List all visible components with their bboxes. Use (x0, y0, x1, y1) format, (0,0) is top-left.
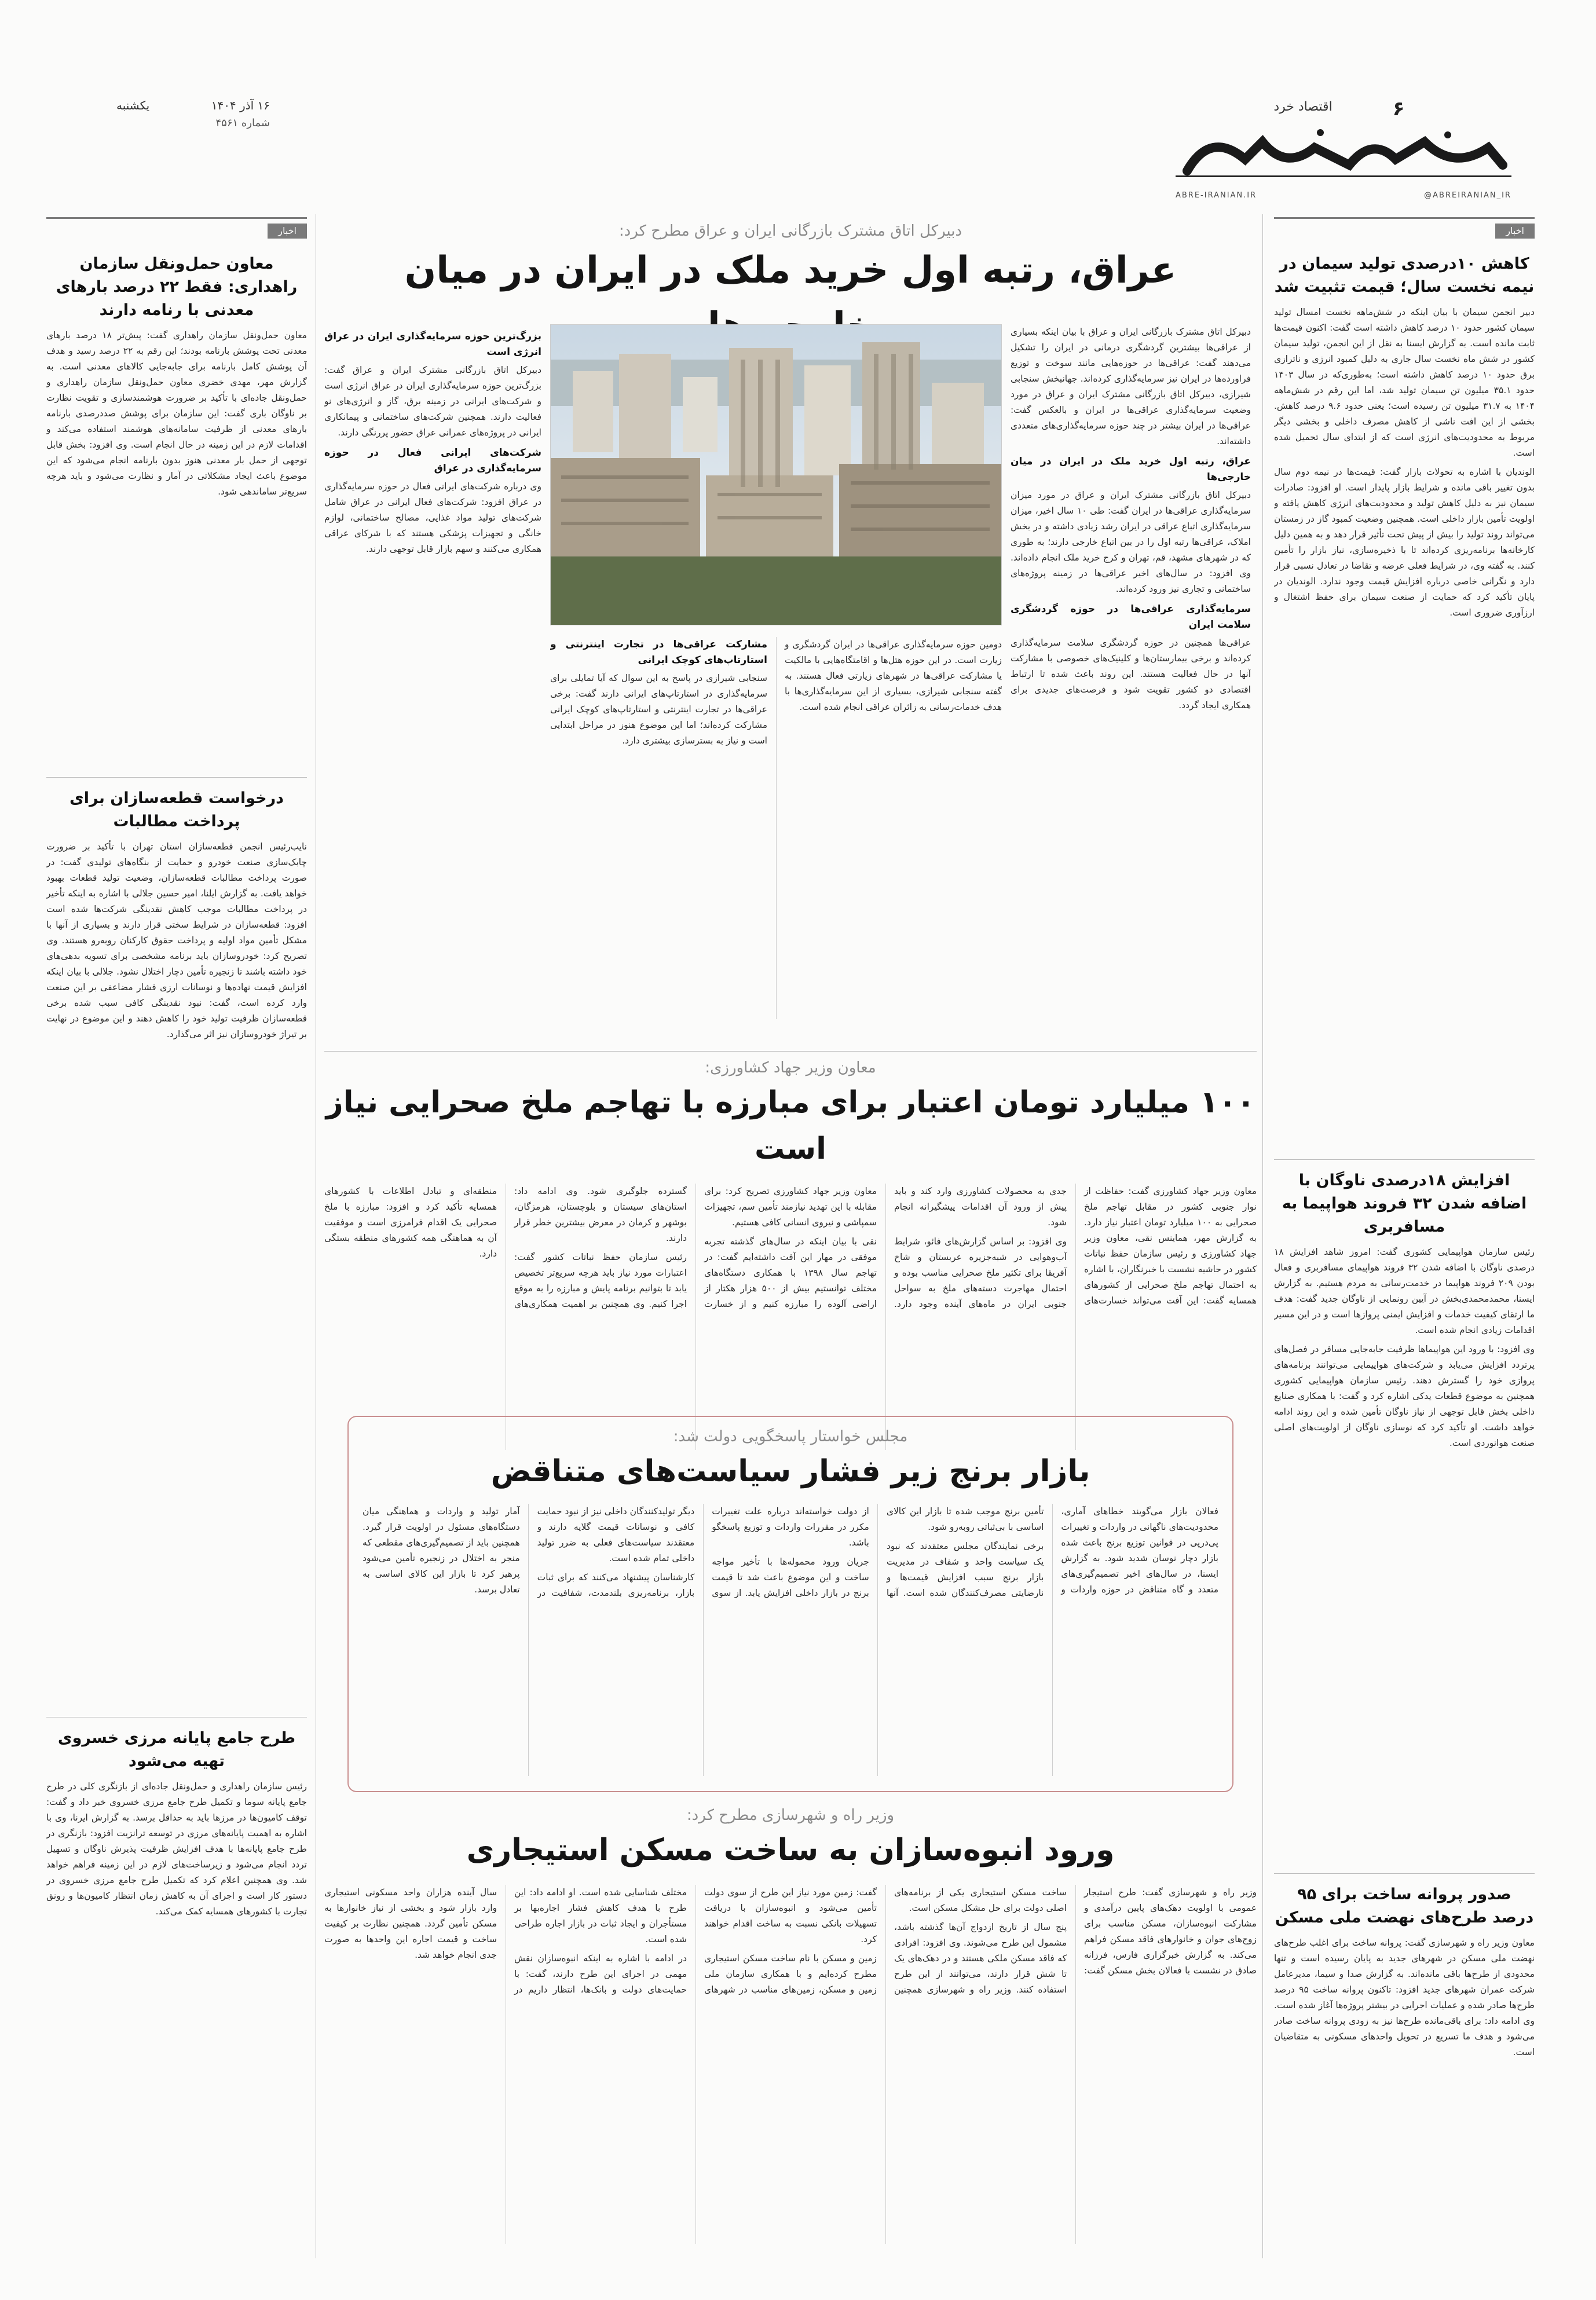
rental-story-title: ورود انبوه‌سازان به ساخت مسکن استیجاری (466, 1833, 1115, 1867)
masthead (0, 52, 1596, 200)
rental-story-body: وزیر راه و شهرسازی گفت: طرح استیجار عمومی با اولویت دهک‌های پایین درآمدی و مشارکت انبوه‌سازان، مسکن مناسب برای زوج‌های جوان و خانوارهای فاقد مسکن فراهم می‌کند. به گزارش خبرگزاری فارس، فرزانه صادق در نشست با فعالان بخش مسکن گفت: ساخت مسکن استیجاری یکی از برنامه‌های اصلی دولت برای حل مشکل مسکن است. پنج سال از تاریخ ازدواج آن‌ها گذشته باشد، مشمول این طرح می‌شوند. وی افزود: افرادی که فاقد مسکن ملکی هستند و در دهک‌های یک تا شش قرار دارند، می‌توانند از این طرح استفاده کنند. وزیر راه و شهرسازی همچنین گفت: زمین مورد نیاز این طرح از سوی دولت تأمین می‌شود و انبوه‌سازان با دریافت تسهیلات بانکی نسبت به ساخت اقدام خواهند کرد. زمین و مسکن با نام ساخت مسکن استیجاری مطرح کرده‌ایم و با همکاری سازمان ملی زمین و مسکن، زمین‌های مناسب در شهرهای مختلف شناسایی شده است. او ادامه داد: این طرح با هدف کاهش فشار اجاره‌بها بر مستأجران و ایجاد ثبات در بازار اجاره طراحی شده است. در ادامه با اشاره به اینکه انبوه‌سازان نقش مهمی در اجرای این طرح دارند، گفت: با حمایت‌های دولت و بانک‌ها، انتظار داریم در سال آینده هزاران واحد مسکونی استیجاری وارد بازار شود و بخشی از نیاز خانوارها به مسکن تأمین گردد. همچنین نظارت بر کیفیت ساخت و قیمت اجاره این واحدها به صورت جدی انجام خواهد شد. (324, 1887, 1257, 1995)
domain-right: @ABREIRANIAN_IR (1424, 191, 1511, 200)
subhead: سرمایه‌گذاری عراقی‌ها در حوزه گردشگری سلامت ایران (1011, 603, 1251, 631)
newspaper-logo (1176, 124, 1511, 188)
logo-wordmark (1228, 87, 1459, 101)
left-news-column (46, 217, 307, 2255)
rental-housing-story (324, 1804, 1257, 2255)
top-story-body-middle: دومین حوزه سرمایه‌گذاری عراقی‌ها در ایران گردشگری و زیارت است. در این حوزه هتل‌ها و اقامتگاه‌هایی با مالکیت یا مشارکت عراقی‌ها در شهرهای زیارتی فعال هستند. به گفته سنجابی شیرازی، بسیاری از این سرمایه‌گذاری‌ها با هدف خدمات‌رسانی به زائران عراقی انجام شده است. مشارکت عراقی‌ها در تجارت اینترنتی و استارتاپ‌های کوچک ایرانی سنجابی شیرازی در پاسخ به این سوال که آیا تمایلی برای سرمایه‌گذاری در استارتاپ‌های ایرانی دارند گفت: برخی عراقی‌ها در تجارت اینترنتی و استارتاپ‌های کوچک ایرانی مشارکت کرده‌اند؛ اما این موضوع هنوز در مراحل ابتدایی است و نیاز به بسترسازی بیشتری دارد. (550, 637, 1002, 1019)
locust-story-title: ۱۰۰ میلیارد تومان اعتبار برای مبارزه با تهاجم ملخ صحرایی نیاز است (325, 1085, 1255, 1166)
city-photo (550, 324, 1002, 625)
right-story3-body: معاون وزیر راه و شهرسازی گفت: پروانه ساخت برای اغلب طرح‌های نهضت ملی مسکن در شهرهای جدید به پایان رسیده است و تنها محدودی از طرح‌ها باقی مانده‌اند. به گزارش صدا و سیما، مدیرعامل شرکت عمران شهرهای جدید افزود: تاکنون پروانه ساخت ۹۵ درصد طرح‌ها صادر شده و عملیات اجرایی در بیشتر پروژه‌ها آغاز شده است. وی ادامه داد: برای باقی‌مانده طرح‌ها نیز به زودی پروانه ساخت صادر می‌شود و هدف ما تسریع در تحویل واحدهای مسکونی به متقاضیان است. (1274, 1938, 1535, 2057)
section-label: اقتصاد خرد (1273, 100, 1333, 114)
left-story1-title: معاون حمل‌ونقل سازمان راهداری: فقط ۲۲ درصد بارهای معدنی با رنامه دارند (56, 255, 298, 319)
issue-date: ۱۶ آذر ۱۴۰۴ (211, 98, 270, 112)
right-story1-body: دبیر انجمن سیمان با بیان اینکه در شش‌ماهه نخست امسال تولید سیمان کشور حدود ۱۰ درصد کاهش داشته است گفت: اکنون قیمت‌ها ثابت مانده است. به گزارش ایسنا به نقل از این انجمن، تولید سیمان کشور در شش ماه نخست سال جاری به دلیل کمبود انرژی و ناترازی برق حدود ۱۰ درصد کاهش داشته است؛ به‌طوری‌که در سال ۱۴۰۳ حدود ۳۵.۱ میلیون تن سیمان تولید شد، اما این رقم در شش‌ماهه ۱۴۰۴ به ۳۱.۷ میلیون تن رسیده است؛ یعنی حدود ۹.۶ درصد کاهش. بخشی از این افت ناشی از کاهش مصرف داخلی و بخشی دیگر مربوط به محدودیت‌های انرژی است که از ابتدای سال تحمیل شده است. الوندیان با اشاره به تحولات بازار گفت: قیمت‌ها در نیمه دوم سال بدون تغییر باقی مانده و شرایط بازار پایدار است. او افزود: صادرات سیمان نیز به دلیل کاهش تولید و محدودیت‌های انرژی کاهش یافته و اولویت تأمین بازار داخلی است. همچنین وضعیت کمبود گاز در زمستان می‌تواند روند تولید را بیش از پیش تحت تأثیر قرار دهد و به همین دلیل کارخانه‌ها برنامه‌ریزی کرده‌اند تا با ذخیره‌سازی، نیاز بازار را تأمین کنند. به گفته وی، در شرایط فعلی عرضه و تقاضا در تعادل نسبی قرار دارد و نگرانی خاصی درباره افزایش قیمت وجود ندارد. الوندیان در پایان تأکید کرد که حمایت از صنعت سیمان برای حفظ اشتغال و ارزآوری ضروری است. (1274, 307, 1535, 618)
locust-story-kicker: معاون وزیر جهاد کشاورزی: (705, 1059, 876, 1076)
rice-story-body: فعالان بازار می‌گویند خطاهای آماری، محدودیت‌های ناگهانی در واردات و تغییرات پی‌درپی در قوانین توزیع برنج باعث شده بازار دچار نوسان شدید شود. به گزارش ایسنا، در سال‌های اخیر تصمیم‌گیری‌های متعدد و گاه متناقض در حوزه واردات و تأمین برنج موجب شده تا بازار این کالای اساسی با بی‌ثباتی روبه‌رو شود. برخی نمایندگان مجلس معتقدند که نبود یک سیاست واحد و شفاف در مدیریت بازار برنج سبب افزایش قیمت‌ها و نارضایتی مصرف‌کنندگان شده است. آنها از دولت خواسته‌اند درباره علت تغییرات مکرر در مقررات واردات و توزیع پاسخگو باشد. جریان ورود محموله‌ها با تأخیر مواجه ساخت و این موضوع باعث شد تا قیمت برنج در بازار داخلی افزایش یابد. از سوی دیگر تولیدکنندگان داخلی نیز از نبود حمایت کافی و نوسانات قیمت گلایه دارند و معتقدند سیاست‌های فعلی به ضرر تولید داخلی تمام شده است. کارشناسان پیشنهاد می‌کنند که برای ثبات بازار، برنامه‌ریزی بلندمدت، شفافیت در آمار تولید و واردات و هماهنگی میان دستگاه‌های مسئول در اولویت قرار گیرد. همچنین باید از تصمیم‌گیری‌های مقطعی که منجر به اختلال در زنجیره تأمین می‌شود پرهیز کرد تا بازار این کالای اساسی به تعادل برسد. (363, 1506, 1218, 1598)
subhead: مشارکت عراقی‌ها در تجارت اینترنتی و استارتاپ‌های کوچک ایرانی (550, 639, 767, 666)
right-story1-title: کاهش ۱۰درصدی تولید سیمان در نیمه نخست سال؛ قیمت تثبیت شد (1274, 255, 1535, 296)
right-story2-title: افزایش ۱۸درصدی ناوگان با اضافه شدن ۳۲ فروند هواپیما به مسافربری (1282, 1171, 1527, 1236)
left-story2-title: درخواست قطعه‌سازان برای پرداخت مطالبات (69, 789, 284, 830)
top-story-body-left: بزرگ‌ترین حوزه سرمایه‌گذاری ایران در عراق انرژی است دبیرکل اتاق بازرگانی مشترک ایران و عراق گفت: بزرگ‌ترین حوزه سرمایه‌گذاری ایران در عراق انرژی است و شرکت‌های ایرانی در زمینه برق، گاز و انرژی‌های نو فعالیت دارند. همچنین شرکت‌های ساختمانی و پیمانکاری ایرانی در پروژه‌های عمرانی عراق حضور پررنگی دارند. شرکت‌های ایرانی فعال در حوزه سرمایه‌گذاری در عراق وی درباره شرکت‌های ایرانی فعال در حوزه سرمایه‌گذاری در عراق افزود: شرکت‌های فعال ایرانی در عراق شامل شرکت‌های تولید مواد غذایی، مصالح ساختمانی، لوازم خانگی و تجهیزات پزشکی هستند که با شرکای عراقی همکاری می‌کنند و سهم بازار قابل توجهی دارند. (324, 324, 541, 1019)
subhead: بزرگ‌ترین حوزه سرمایه‌گذاری ایران در عراق انرژی است (324, 331, 541, 358)
right-story3-title: صدور پروانه ساخت برای ۹۵ درصد طرح‌های نهضت ملی مسکن (1275, 1885, 1534, 1927)
locust-story-body: معاون وزیر جهاد کشاورزی گفت: حفاظت از نوار جنوبی کشور در مقابل تهاجم ملخ صحرایی به ۱۰۰ میلیارد تومان اعتبار نیاز دارد. به گزارش مهر، هماینس نقی، معاون وزیر جهاد کشاورزی و رئیس سازمان حفظ نباتات کشور در حاشیه نشست با خبرنگاران، با اشاره به احتمال تهاجم ملخ صحرایی از کشورهای همسایه گفت: این آفت می‌تواند خسارت‌های جدی به محصولات کشاورزی وارد کند و باید پیش از ورود آن اقدامات پیشگیرانه انجام شود. وی افزود: بر اساس گزارش‌های فائو، شرایط آب‌وهوایی در شبه‌جزیره عربستان و شاخ آفریقا برای تکثیر ملخ صحرایی مناسب بوده و احتمال مهاجرت دسته‌های ملخ به سواحل جنوبی ایران در ماه‌های آینده وجود دارد. معاون وزیر جهاد کشاورزی تصریح کرد: برای مقابله با این تهدید نیازمند تأمین سم، تجهیزات سمپاشی و نیروی انسانی کافی هستیم. نقی با بیان اینکه در سال‌های گذشته تجربه موفقی در مهار این آفت داشته‌ایم گفت: در تهاجم سال ۱۳۹۸ با همکاری دستگاه‌های مختلف توانستیم بیش از ۵۰۰ هزار هکتار از اراضی آلوده را مبارزه کنیم و از خسارت گسترده جلوگیری شود. وی ادامه داد: استان‌های سیستان و بلوچستان، هرمزگان، بوشهر و کرمان در معرض بیشترین خطر قرار دارند. رئیس سازمان حفظ نباتات کشور گفت: اعتبارات مورد نیاز باید هرچه سریع‌تر تخصیص یابد تا بتوانیم برنامه پایش و مبارزه را به موقع اجرا کنیم. وی همچنین بر اهمیت همکاری‌های منطقه‌ای و تبادل اطلاعات با کشورهای همسایه تأکید کرد و افزود: مبارزه با ملخ صحرایی یک اقدام فرامرزی است و موفقیت آن به هماهنگی همه کشورهای منطقه بستگی دارد. (324, 1186, 1257, 1309)
news-tag: اخبار (268, 224, 307, 239)
right-news-column (1274, 217, 1535, 2255)
tehran-skyline-photo-icon (550, 325, 1001, 625)
rice-story-title: بازار برنج زیر فشار سیاست‌های متناقض (490, 1454, 1090, 1489)
subhead: شرکت‌های ایرانی فعال در حوزه سرمایه‌گذاری در عراق (324, 447, 541, 474)
top-story-kicker: دبیرکل اتاق مشترک بازرگانی ایران و عراق مطرح کرد: (618, 222, 962, 240)
logo-mark-icon (1176, 124, 1511, 188)
subhead: عراق، رتبه اول خرید ملک در ایران در میان خارجی‌ها (1011, 456, 1251, 483)
news-tag: اخبار (1495, 224, 1535, 239)
left-story2-body: نایب‌رئیس انجمن قطعه‌سازان استان تهران با تأکید بر ضرورت چابک‌سازی صنعت خودرو و حمایت از بنگاه‌های تولیدی گفت: در صورت پرداخت مطالبات قطعه‌سازان، وضعیت تولید قطعات بهبود خواهد یافت. به گزارش ایلنا، امیر حسین جلالی با اشاره به اینکه تأخیر در پرداخت مطالبات موجب کاهش نقدینگی شرکت‌ها شده است افزود: قطعه‌سازان در شرایط سختی قرار دارند و بسیاری از آنها با مشکل تأمین مواد اولیه و پرداخت حقوق کارکنان روبه‌رو هستند. وی تصریح کرد: خودروسازان باید برنامه مشخصی برای تسویه بدهی‌های خود داشته باشند تا زنجیره تأمین دچار اختلال نشود. جلالی با بیان اینکه افزایش قیمت نهاده‌ها و نوسانات ارزی فشار مضاعفی بر این صنعت وارد کرده است، گفت: نبود نقدینگی کافی سبب شده برخی قطعه‌سازان ظرفیت تولید خود را کاهش دهند و این موضوع در نهایت بر تیراژ خودروسازان نیز اثر می‌گذارد. (46, 841, 307, 1039)
rental-story-kicker: وزیر راه و شهرسازی مطرح کرد: (686, 1807, 895, 1824)
issue-number: شماره ۴۵۶۱ (215, 117, 270, 129)
top-story (324, 217, 1257, 1045)
issue-day: یکشنبه (116, 98, 150, 112)
left-story3-body: رئیس سازمان راهداری و حمل‌ونقل جاده‌ای از بازنگری کلی در طرح جامع پایانه سوما و تکمیل طرح جامع مرزی خسروی خبر داد و گفت: توقف کامیون‌ها در مرزها باید به حداقل برسد. به گزارش ایرنا، وی با اشاره به اهمیت پایانه‌های مرزی در توسعه ترانزیت افزود: بازنگری در طرح جامع پایانه‌ها با هدف افزایش ظرفیت پذیرش ناوگان و تسهیل تردد انجام می‌شود و زیرساخت‌های لازم در این زمینه فراهم خواهد شد. وی همچنین اعلام کرد که تکمیل طرح جامع مرزی خسروی در دستور کار است و اجرای آن به کاهش زمان انتظار کامیون‌ها و رونق تجارت با کشورهای همسایه کمک می‌کند. (46, 1781, 307, 1917)
locust-story (324, 1054, 1257, 1401)
rice-story-box (347, 1416, 1233, 1792)
rice-story-kicker: مجلس خواستار پاسخگویی دولت شد: (673, 1428, 908, 1445)
right-story2-body: رئیس سازمان هواپیمایی کشوری گفت: امروز شاهد افزایش ۱۸ درصدی ناوگان با اضافه شدن ۳۲ فروند هواپیمای مسافربری و فعال بودن ۲۰۹ فروند هواپیما در خدمت‌رسانی به مردم هستیم. به گزارش ایسنا، محمدمحمدی‌بخش در آیین رونمایی از ناوگان جدید گفت: هدف ما ارتقای کیفیت خدمات و افزایش ایمنی پروازها است و در این مسیر اقدامات زیادی انجام شده است. وی افزود: با ورود این هواپیماها ظرفیت جابه‌جایی مسافر در فصل‌های پرتردد افزایش می‌یابد و شرکت‌های هواپیمایی می‌توانند برنامه‌های پروازی خود را گسترش دهند. رئیس سازمان هواپیمایی کشوری همچنین به موضوع قطعات یدکی اشاره کرد و گفت: با همکاری صنایع داخلی بخش قابل توجهی از نیاز ناوگان تأمین شده و این روند ادامه خواهد داشت. او تأکید کرد که نوسازی ناوگان از اولویت‌های اصلی صنعت هوانوردی است. (1274, 1247, 1535, 1448)
left-story1-body: معاون حمل‌ونقل سازمان راهداری گفت: پیش‌تر ۱۸ درصد بارهای معدنی تحت پوشش بارنامه بودند؛ این رقم به ۲۲ درصد رسید و هدف آن پوشش کامل بارنامه برای جابه‌جایی کالاهای معدنی است. به گزارش مهر، مهدی خضری معاون حمل‌ونقل سازمان راهداری و حمل‌ونقل جاده‌ای با تأکید بر ضرورت هوشمندسازی و تقویت نظارت بر ناوگان باری گفت: این سازمان برای پوشش صددرصدی بارنامه بارهای معدنی از ظرفیت سامانه‌های هوشمند استفاده می‌کند و اقدامات لازم در این زمینه در حال انجام است. وی افزود: بخش قابل توجهی از حمل بار معدنی هنوز بدون بارنامه انجام می‌شود که این موضوع باعث ایجاد مشکلاتی در آمار و نظارت می‌شود و باید هرچه سریع‌تر ساماندهی شود. (46, 330, 307, 497)
page-number: ۶ (1392, 97, 1405, 120)
top-story-body-right: دبیرکل اتاق مشترک بازرگانی ایران و عراق با بیان اینکه بسیاری از عراقی‌ها بیشترین گردشگری درمانی در ایران را تشکیل می‌دهند گفت: عراقی‌ها در حوزه‌هایی مانند سوخت و توزیع فراورده‌ها در ایران نیز سرمایه‌گذاری کرده‌اند. جهانبخش سنجابی شیرازی، دبیرکل اتاق بازرگانی مشترک ایران و عراق در مورد وضعیت سرمایه‌گذاری عراقی‌ها در ایران و بالعکس گفت: عراقی‌ها در ایران بیشتر در چند حوزه سرمایه‌گذاری‌های متعددی داشته‌اند. عراق، رتبه اول خرید ملک در ایران در میان خارجی‌ها دبیرکل اتاق بازرگانی مشترک ایران و عراق در مورد میزان سرمایه‌گذاری عراقی‌ها در ایران گفت: طی ۱۰ سال اخیر، میزان سرمایه‌گذاری اتباع عراقی در ایران رشد زیادی داشته و در بخش املاک، عراقی‌ها رتبه اول را در بین اتباع خارجی دارند؛ به طوری که در شهرهای مشهد، قم، تهران و کرج خرید ملک انجام داده‌اند. وی افزود: در سال‌های اخیر عراقی‌ها در زمینه پروژه‌های ساختمانی و تجاری نیز ورود کرده‌اند. سرمایه‌گذاری عراقی‌ها در حوزه گردشگری سلامت ایران عراقی‌ها همچنین در حوزه گردشگری سلامت سرمایه‌گذاری کرده‌اند و برخی بیمارستان‌ها و کلینیک‌های خصوصی با مشارکت آنها در حال فعالیت هستند. این روند باعث شده تا ارتباط اقتصادی دو کشور تقویت شود و فرصت‌های جدیدی برای همکاری ایجاد گردد. (1011, 327, 1251, 710)
domain-left: ABRE-IRANIAN.IR (1176, 191, 1257, 200)
left-story3-title: طرح جامع پایانه مرزی خسروی تهیه می‌شود (57, 1729, 296, 1770)
top-story-title: عراق، رتبه اول خرید ملک در ایران در میان (404, 249, 1177, 292)
